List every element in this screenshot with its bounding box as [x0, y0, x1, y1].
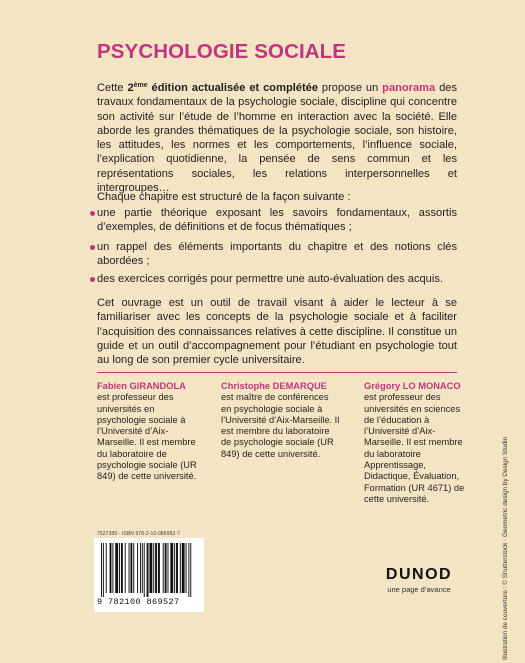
panorama-highlight: panorama — [382, 82, 436, 94]
barcode-bar — [142, 543, 143, 593]
author-lo-monaco — [364, 381, 469, 505]
author-girandola — [97, 381, 202, 483]
barcode-bar — [129, 543, 130, 593]
separator-line — [97, 372, 457, 373]
barcode-bar — [144, 543, 145, 597]
structure-list — [90, 206, 457, 286]
publisher-tagline: une page d’avance — [387, 585, 451, 594]
barcode-bar — [176, 543, 178, 593]
barcode-bar — [140, 543, 141, 593]
book-title: PSYCHOLOGIE SOCIALE — [97, 40, 347, 63]
barcode-bar — [163, 543, 164, 593]
barcode-bar — [153, 543, 154, 593]
barcode-bar — [149, 543, 152, 593]
barcode-digits: 9 782100 869527 — [97, 597, 180, 607]
list-item: des exercices corrigés pour permettre une auto-évaluation des acquis. — [90, 272, 457, 286]
author-bio: est professeur des universités en sciences de l’éducation à l’Université d’Aix-Marseille. Il est membre du laboratoire Apprentissage, Didactique, Évaluation, Formation (UR 4671) de cette université. — [364, 392, 465, 504]
barcode-bar — [110, 543, 112, 593]
barcode-bar — [133, 543, 134, 593]
barcode-bar — [174, 543, 175, 593]
author-name: Grégory LO MONACO — [364, 381, 461, 391]
barcode-bar — [103, 543, 104, 597]
cover-credit: Illustration de couverture : © Shutterstock · Geometric design by Design Studio — [502, 436, 509, 660]
barcode-bar — [180, 543, 181, 593]
barcode-bar — [101, 543, 102, 597]
barcode-bar — [125, 543, 126, 593]
barcode-bar — [137, 543, 138, 593]
barcode-bar — [121, 543, 123, 593]
barcode-bar — [168, 543, 169, 593]
author-demarque — [221, 381, 341, 460]
barcode-icon — [101, 543, 197, 597]
publisher-logo — [384, 566, 454, 594]
barcode — [94, 538, 204, 612]
barcode-bar — [147, 543, 149, 597]
author-bio: est professeur des universités en psychologie sociale à l’Université d’Aix-Marseille. Il est membre du laboratoire de psychologie sociale (UR 849) de cette université. — [97, 392, 197, 482]
barcode-bar — [106, 543, 107, 593]
author-name: Christophe DEMARQUE — [221, 381, 327, 391]
barcode-bar — [165, 543, 167, 593]
isbn-text: 7527389 · ISBN 978-2-10-086952-7 — [97, 531, 180, 537]
publisher-name: DUNOD — [385, 566, 453, 583]
barcode-bar — [186, 543, 187, 593]
edition-highlight: 2ème édition actualisée et complétée — [127, 82, 319, 94]
list-item: un rappel des éléments importants du chapitre et des notions clés abordées ; — [90, 240, 457, 269]
author-bio: est maître de conférences en psychologie sociale à l’Université d’Aix-Marseille. Il est membre du laboratoire de psychologie sociale (UR 849) de cette université. — [221, 392, 340, 459]
barcode-bar — [130, 543, 132, 593]
bullet-icon — [90, 245, 95, 250]
author-name: Fabien GIRANDOLA — [97, 381, 186, 391]
outro-paragraph: Cet ouvrage est un outil de travail visant à aider le lecteur à se familiariser avec les concepts de la psychologie sociale et à faciliter l’acquisition des connaissances relatives à cette discipline. Il constitue un guide et un outil d’accompagnement pour l’étudiant en psychologie tout au long de son premier cycle universitaire. — [97, 297, 457, 367]
barcode-bar — [188, 543, 189, 597]
list-item: une partie théorique exposant les savoirs fondamentaux, assortis d’exemples, de définitions et de focus thématiques ; — [90, 206, 457, 235]
bullet-icon — [90, 277, 95, 282]
barcode-bar — [115, 543, 118, 593]
barcode-bar — [119, 543, 120, 593]
intro-paragraph: Cette 2ème édition actualisée et complétée propose un panorama des travaux fondamentaux de la psychologie sociale, discipline qui concentre son activité sur l’étude de l’homme en interaction avec la société. Elle aborde les grandes thématiques de la psychologie sociale, son histoire, les attitudes, les normes et les comportements, l’influence sociale, l’explication quotidienne, la pensée de sens commun et les représentations sociales, les relations interpersonnelles et intergroupes… — [97, 82, 457, 195]
bullet-icon — [90, 211, 95, 216]
structure-intro: Chaque chapitre est structuré de la façon suivante : — [97, 191, 351, 203]
barcode-bar — [112, 543, 113, 593]
barcode-bar — [182, 543, 185, 593]
barcode-bar — [155, 543, 157, 593]
barcode-bar — [158, 543, 160, 593]
barcode-bar — [170, 543, 173, 593]
barcode-bar — [190, 543, 191, 597]
